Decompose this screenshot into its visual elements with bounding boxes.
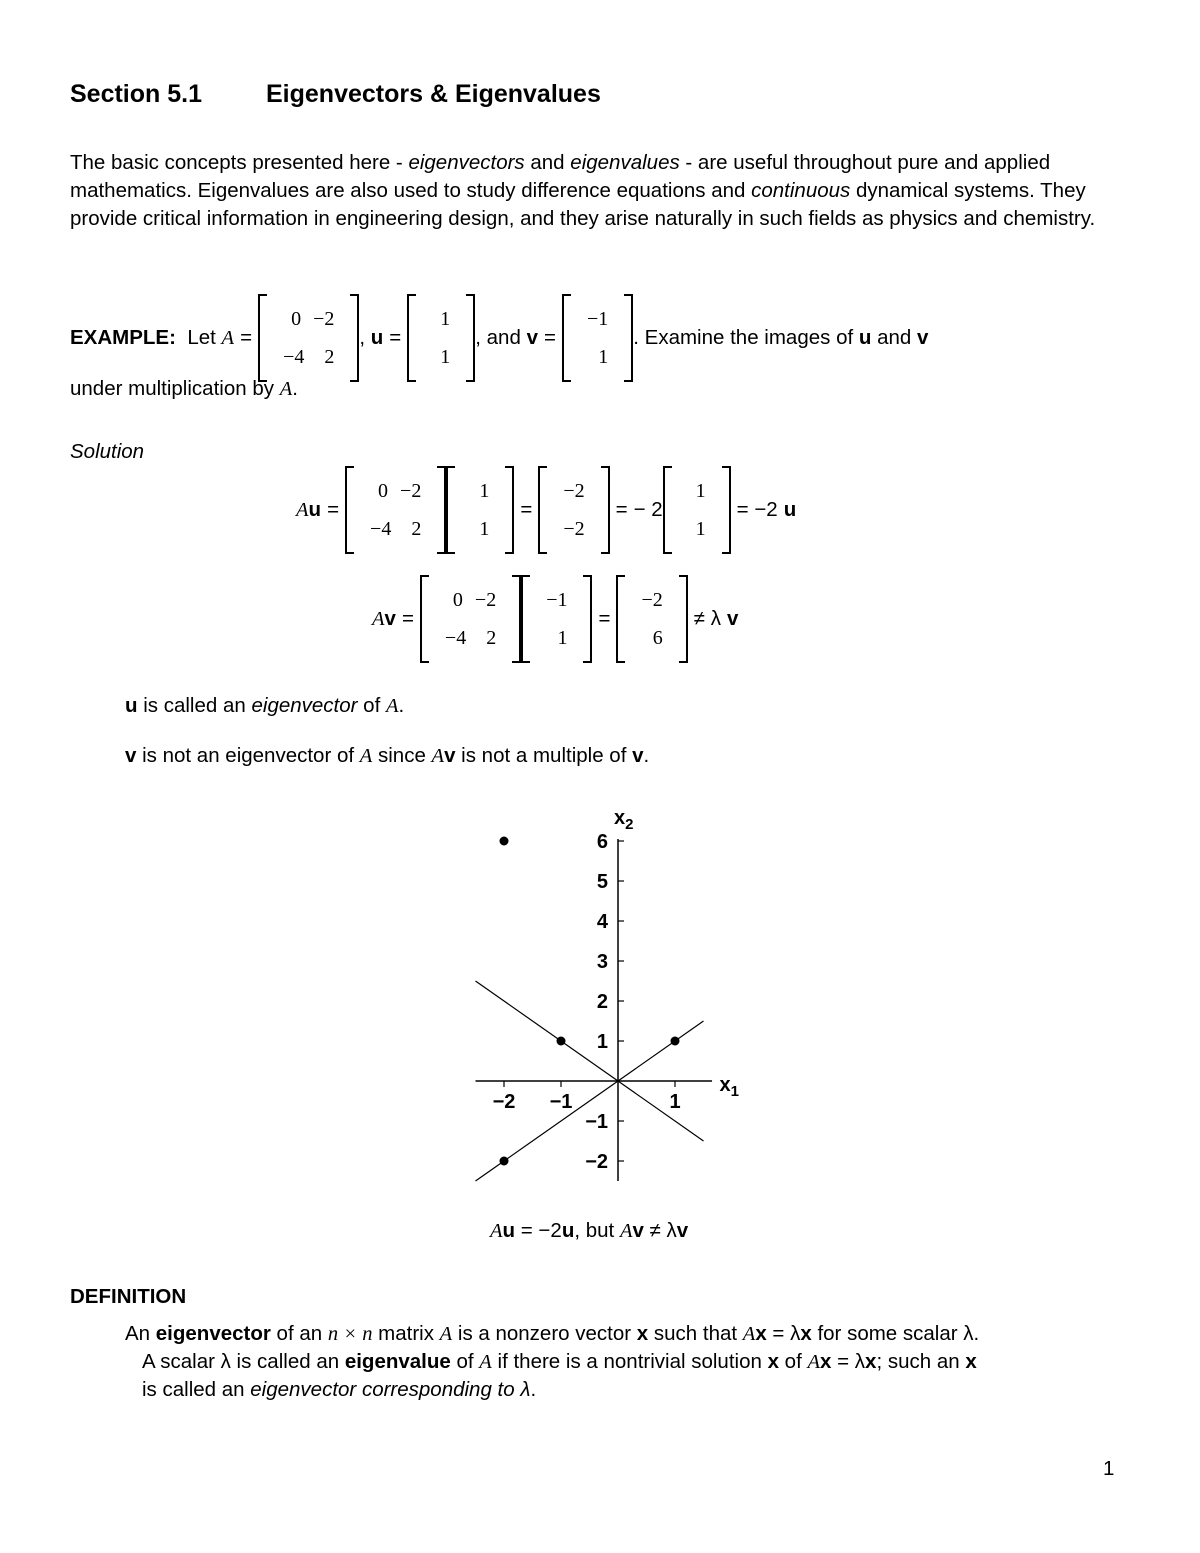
section-number: Section 5.1 [70,80,202,108]
section-title: Eigenvectors & Eigenvalues [266,80,601,108]
data-point [500,837,509,846]
and-text: , and [475,326,521,349]
example-statement-cont [70,377,298,401]
definition-line: An eigenvector of an n × n matrix A is a nonzero vector x such that Ax = λx for some scalar λ. [125,1322,980,1345]
matrix-A [258,294,359,382]
vector-cell: 1 [440,345,451,368]
data-point [671,1037,680,1046]
definition-body [125,1320,1155,1404]
intro-text: - are useful throughout pure and applied mathematics. Eigenvalues are also used to study difference equations and [70,151,1051,202]
note-text: is called an [137,694,252,717]
vector-cell: 1 [598,345,609,368]
y-tick-label: 3 [596,951,608,973]
equals-sign: = [389,326,402,349]
x-tick-label: −2 [492,1091,516,1113]
example-text: under multiplication by [70,377,274,400]
not-equal-lambda: ≠ λ [693,607,721,630]
y-tick-label: 2 [596,991,608,1013]
vector-name-v: v [676,1219,689,1242]
intro-paragraph [70,149,1140,233]
intro-term-eigenvalues: eigenvalues [570,151,680,174]
equation-Av [372,575,738,663]
x-axis-label: $x_1$ [719,1074,739,1100]
matrix-cell: −4 [444,626,467,649]
comma: , [359,326,366,349]
intro-text: dynamical systems. They provide critical information in engineering design, and they arise naturally in such fields as physics and chemistry. [70,179,1096,230]
matrix-name-A: A [619,1220,633,1242]
matrix-cell: −4 [283,345,305,368]
vector-u [407,294,475,382]
period: . [643,744,650,767]
y-tick-label: −1 [585,1111,608,1133]
vector-name-v: v [632,744,644,767]
x-tick-label: −1 [549,1091,573,1113]
matrix-cell: −2 [313,307,335,330]
equals-sign: = [520,498,533,521]
vector-v [521,575,592,663]
note-text: is not a multiple of [455,744,633,767]
matrix-cell: −2 [474,588,497,611]
note-u-eigenvector [125,694,404,718]
definition-heading: DEFINITION [70,1285,187,1308]
matrix-cell: 2 [324,345,335,368]
vector-name-u: u [561,1219,575,1242]
matrix-name-A: A [431,745,445,767]
matrix-cell: 0 [452,588,463,611]
example-label: EXAMPLE: [70,326,176,349]
matrix-name-A: A [296,498,309,521]
solution-label: Solution [70,440,145,463]
term-eigenvector-corresponding: eigenvector corresponding to λ [250,1378,531,1401]
equals-sign: = [598,607,611,630]
y-axis-label: $x_2$ [614,807,634,833]
matrix-cell: −4 [370,517,392,540]
vector-Av-result [616,575,687,663]
intro-term-eigenvectors: eigenvectors [408,151,525,174]
vector-name-v: v [726,607,739,630]
vector-name-v: v [917,326,929,349]
vector-v [562,294,633,382]
matrix-name-A: A [279,378,293,400]
matrix-A [420,575,521,663]
vector-cell: 6 [652,626,663,649]
equation-Au [296,466,796,554]
y-tick-label: −2 [585,1151,608,1173]
equals-sign: = [615,498,628,521]
example-let: Let [187,326,216,349]
x-tick-label: 1 [669,1091,681,1113]
eigenvector-plot [440,800,780,1200]
matrix-name-A: A [359,745,373,767]
intro-text: and [524,151,571,174]
vector-name-v: v [384,607,396,630]
data-point [500,1157,509,1166]
vector-cell: 1 [479,479,490,502]
equals-sign: = [240,326,253,349]
vector-name-u: u [783,498,797,521]
matrix-cell: 2 [411,517,422,540]
vector-cell: 1 [557,626,568,649]
matrix-cell: 2 [486,626,497,649]
definition-line: A scalar λ is called an eigenvalue of A if there is a nontrivial solution x of Ax = λx; such an x [142,1350,977,1373]
equals-minus-two: = −2 [736,498,778,521]
term-eigenvalue: eigenvalue [344,1350,451,1373]
plot-caption [490,1219,688,1243]
ticks-layer [493,831,681,1173]
period: . [292,377,298,400]
example-text: . Examine the images of [633,326,854,349]
note-text: since [372,744,432,767]
caption-text: = −2 [515,1219,562,1242]
equals-sign: = [401,607,414,630]
note-term: eigenvector [251,694,358,717]
vector-name-v: v [632,1219,644,1242]
vector-name-u: u [125,694,138,717]
data-point [557,1037,566,1046]
y-tick-label: 4 [596,911,608,933]
n-by-n: n × n [327,1323,373,1345]
matrix-cell: 0 [378,479,389,502]
vector-u [663,466,731,554]
matrix-cell: 0 [291,307,302,330]
vector-name-u: u [308,498,322,521]
matrix-name-A: A [221,326,235,349]
matrix-cell: −2 [400,479,422,502]
vector-cell: −2 [641,588,663,611]
intro-text: The basic concepts presented here - [70,151,409,174]
vector-name-u: u [502,1219,516,1242]
y-tick-label: 1 [596,1031,608,1053]
equals-sign: = [327,498,340,521]
scalar-factor: − 2 [633,498,663,521]
vector-name-v: v [526,326,538,349]
vector-cell: 1 [440,307,451,330]
matrix-name-A: A [372,607,385,630]
period: . [398,694,405,717]
y-tick-label: 6 [596,831,608,853]
page-title [70,80,601,109]
vector-Au-result [538,466,609,554]
vector-cell: −2 [563,479,585,502]
vector-cell: 1 [695,517,706,540]
note-text: is not an eigenvector of [136,744,360,767]
equals-sign: = [543,326,556,349]
term-eigenvector: eigenvector [155,1322,271,1345]
vector-cell: −2 [563,517,585,540]
vector-name-v: v [125,744,137,767]
y-tick-label: 5 [596,871,608,893]
matrix-name-A: A [385,695,399,717]
definition-line: is called an eigenvector corresponding to λ. [142,1378,537,1401]
vector-name-u: u [370,326,384,349]
vector-cell: −1 [546,588,568,611]
note-v-not-eigenvector [125,744,649,768]
vector-name-v: v [444,744,456,767]
intro-term-continuous: continuous [751,179,851,202]
example-statement [70,294,928,382]
page-number: 1 [1103,1457,1115,1480]
vector-cell: 1 [479,517,490,540]
caption-text: , but [574,1219,620,1242]
vector-u [446,466,514,554]
vector-cell: 1 [695,479,706,502]
vector-name-u: u [858,326,872,349]
matrix-A [345,466,446,554]
matrix-name-A: A [490,1220,503,1242]
and-word: and [877,326,912,349]
caption-text: ≠ λ [643,1219,677,1242]
note-text: of [357,694,386,717]
vector-cell: −1 [586,307,609,330]
